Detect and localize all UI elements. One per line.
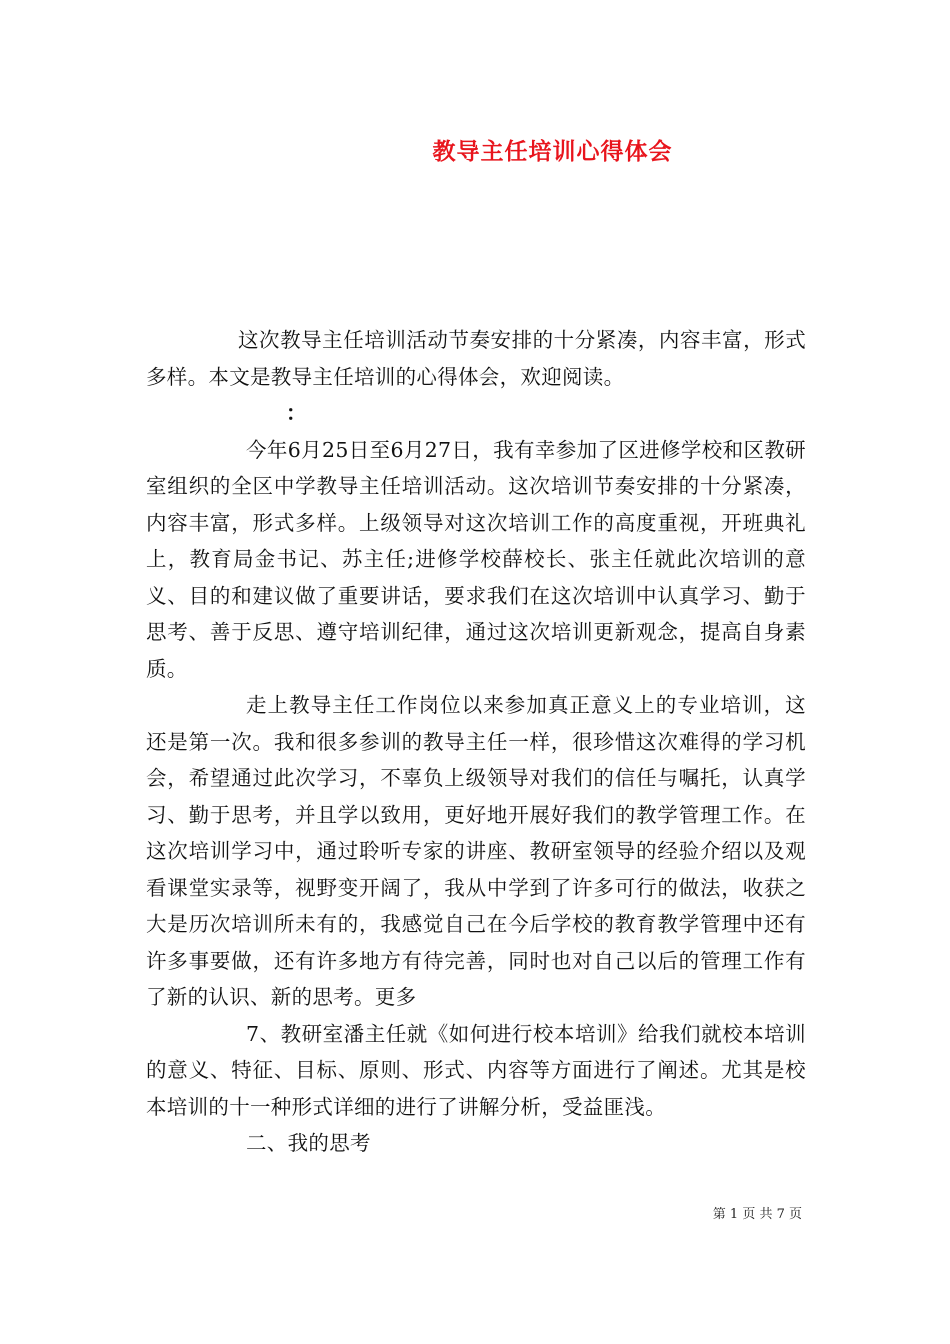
section-heading-my-thoughts: 二、我的思考 <box>246 1131 371 1155</box>
paragraph-intro: 这次教导主任培训活动节奏安排的十分紧凑，内容丰富，形式多样。本文是教导主任培训的心得体会，欢迎阅读。 <box>146 328 806 389</box>
document-title: 教导主任培训心得体会 <box>432 138 673 165</box>
paragraph-training-dates: 今年6月25日至6月27日，我有幸参加了区进修学校和区教研室组织的全区中学教导主任培训活动。这次培训节奏安排的十分紧凑，内容丰富，形式多样。上级领导对这次培训工作的高度重视，开班典礼上，教育局金书记、苏主任;进修学校薛校长、张主任就此次培训的意义、目的和建议做了重要讲话，要求我们在这次培训中认真学习、勤于思考、善于反思、遵守培训纪律，通过这次培训更新观念，提高自身素质。 <box>146 437 806 681</box>
paragraph-first-training: 走上教导主任工作岗位以来参加真正意义上的专业培训，这还是第一次。我和很多参训的教导主任一样，很珍惜这次难得的学习机会，希望通过此次学习，不辜负上级领导对我们的信任与嘱托，认真学习、勤于思考，并且学以致用，更好地开展好我们的教学管理工作。在这次培训学习中，通过聆听专家的讲座、教研室领导的经验介绍以及观看课堂实录等，视野变开阔了，我从中学到了许多可行的做法，收获之大是历次培训所未有的，我感觉自己在今后学校的教育教学管理中还有许多事要做，还有许多地方有待完善，同时也对自己以后的管理工作有了新的认识、新的思考。更多 <box>146 693 806 1009</box>
paragraph-colon: ： <box>286 401 307 425</box>
paragraph-item-7: 7、教研室潘主任就《如何进行校本培训》给我们就校本培训的意义、特征、目标、原则、形式、内容等方面进行了阐述。尤其是校本培训的十一种形式详细的进行了讲解分析，受益匪浅。 <box>146 1021 806 1119</box>
page-number: 第 1 页 共 7 页 <box>712 1207 802 1222</box>
document-body <box>146 322 806 1162</box>
